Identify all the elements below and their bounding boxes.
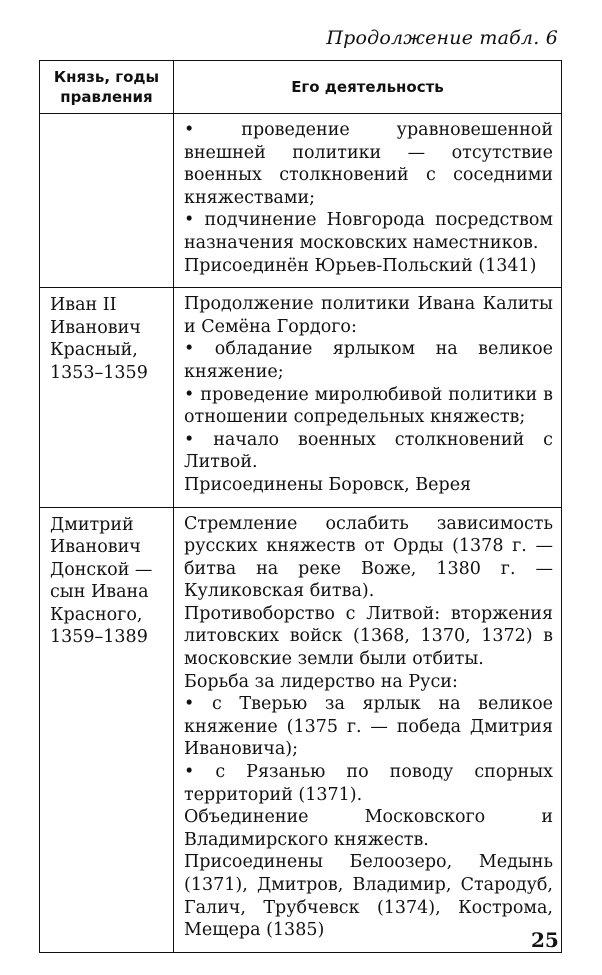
activity-item: • проведение миролюбивой политики в отношении сопредельных княжеств; xyxy=(184,384,553,429)
activity-item: Противоборство с Литвой: вторжения литовских войск (1368, 1370, 1372) в московские земли были отбиты. xyxy=(184,603,553,670)
activity-item: Присоединён Юрьев-Польский (1341) xyxy=(184,255,537,276)
rulers-table xyxy=(39,60,562,953)
header-ruler: Князь, годы правления xyxy=(40,61,174,114)
activity-item: • с Рязанью по поводу спорных территорий (1371). xyxy=(184,761,553,806)
table-caption: Продолжение табл. 6 xyxy=(326,27,558,49)
activity-item: • с Тверью за ярлык на великое княжение (1375 г. — победа Дмитрия Ивановича); xyxy=(184,693,553,761)
activity-item: Объединение Московского и Владимирского княжеств. xyxy=(184,807,553,850)
activity-cell xyxy=(174,288,562,507)
ruler-cell: Иван II Иванович Красный, 1353–1359 xyxy=(40,288,174,507)
header-activity: Его деятельность xyxy=(174,61,562,114)
activity-item: • подчинение Новгорода посредством назначения московских наместников. xyxy=(184,209,553,254)
page-number: 25 xyxy=(531,928,559,952)
activity-item: • обладание ярлыком на великое княжение; xyxy=(184,338,553,383)
activity-item: Борьба за лидерство на Руси: xyxy=(184,671,458,692)
activity-item: Присоединены Белоозеро, Медынь (1371), Дмитров, Владимир, Стародуб, Галич, Трубчевск (1374), Кострома, Мещера (1385) xyxy=(184,852,553,941)
table-row xyxy=(40,114,562,288)
table-row xyxy=(40,507,562,952)
activity-item: Продолжение политики Ивана Калиты и Семёна Гордого: xyxy=(184,294,553,337)
ruler-cell xyxy=(40,114,174,288)
ruler-cell: Дмитрий Иванович Донской — сын Ивана Красного, 1359–1389 xyxy=(40,507,174,952)
activity-cell xyxy=(174,114,562,288)
activity-item: Стремление ослабить зависимость русских княжеств от Орды (1378 г. — битва на реке Воже, 1380 г. — Куликовская битва). xyxy=(184,513,553,602)
table-row xyxy=(40,288,562,507)
activity-item: Присоединены Боровск, Верея xyxy=(184,474,472,495)
table-header-row xyxy=(40,61,562,114)
activity-cell xyxy=(174,507,562,952)
activity-item: • начало военных столкновений с Литвой. xyxy=(184,429,553,474)
activity-item: • проведение уравновешенной внешней политики — отсутствие военных столкновений с соседними княжествами; xyxy=(184,119,553,209)
